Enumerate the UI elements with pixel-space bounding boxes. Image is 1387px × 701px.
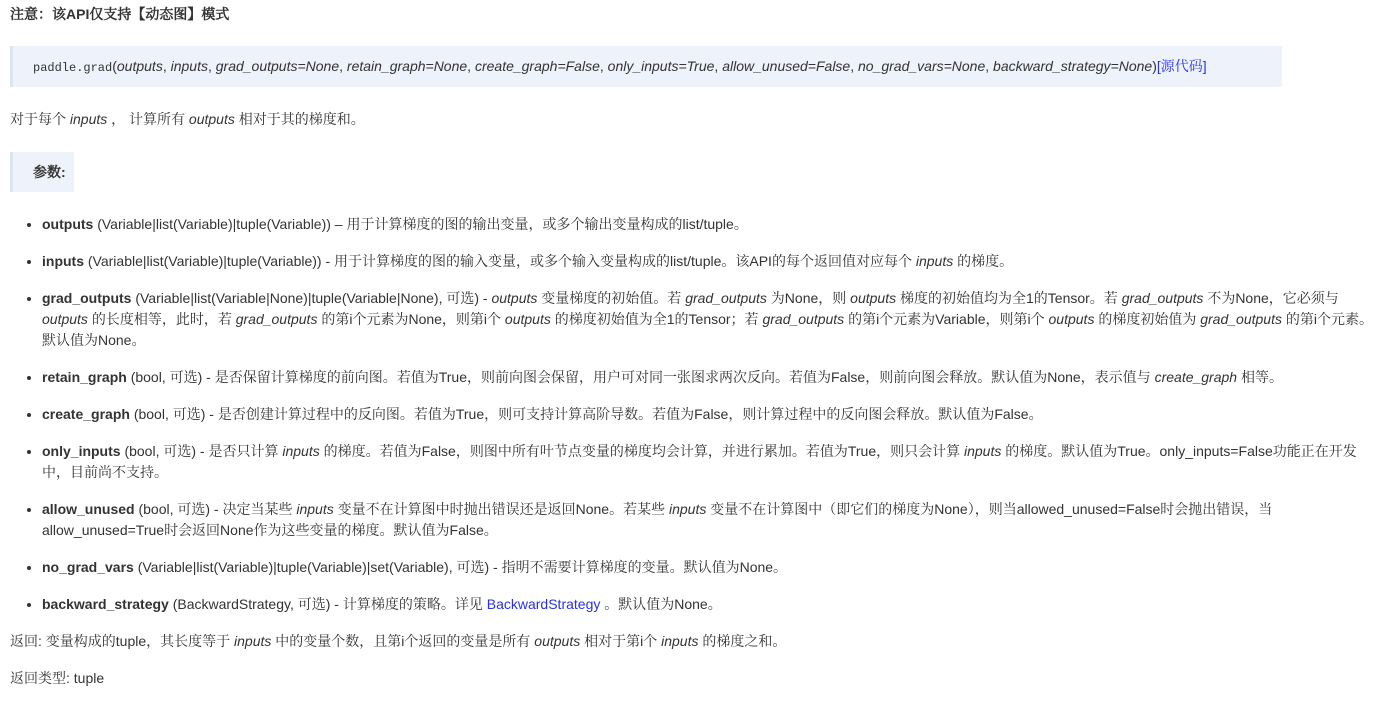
italic-term: outputs: [42, 311, 88, 327]
signature-param: retain_graph=None: [346, 58, 468, 74]
text-segment: (bool, 可选) - 是否保留计算梯度的前向图。若值为True，则前向图会保留，用户可对同一张图求两次反向。若值为False，则前向图会释放。默认值为None，表示值与: [126, 369, 1155, 385]
italic-term: grad_outputs: [1200, 311, 1282, 327]
text-segment: (bool, 可选) - 是否只计算: [120, 443, 283, 459]
param-name: no_grad_vars: [42, 559, 134, 575]
italic-term: inputs: [661, 633, 699, 649]
text-segment: 的梯度初始值为: [1094, 311, 1201, 327]
text-segment: 的长度相等，此时，若: [87, 311, 236, 327]
text-segment: (Variable|list(Variable)|tuple(Variable)) - 用于计算梯度的图的输入变量，或多个输入变量构成的list/tuple。该API的每个返回值对应每个: [84, 253, 916, 269]
returns-description: [10, 631, 1377, 652]
return-type-value: tuple: [73, 670, 105, 686]
close-paren: ): [1152, 58, 1157, 74]
signature-params: [117, 58, 1152, 74]
param-name: grad_outputs: [42, 290, 132, 306]
param-separator: ,: [850, 58, 858, 74]
text-segment: 的梯度初始值为全1的Tensor；若: [550, 311, 763, 327]
text-segment: 梯度的初始值均为全1的Tensor。若: [896, 290, 1122, 306]
text-segment: 变量梯度的初始值。若: [537, 290, 686, 306]
italic-term: inputs: [282, 443, 320, 459]
param-separator: ,: [207, 58, 216, 74]
italic-term: outputs: [850, 290, 897, 306]
text-segment: 相对于其的梯度和。: [234, 111, 365, 127]
italic-term: inputs: [964, 443, 1002, 459]
italic-term: outputs: [534, 633, 581, 649]
param-item-no-grad-vars: [42, 557, 1377, 578]
param-item-allow-unused: [42, 499, 1377, 541]
text-segment: 的梯度。默认值为True。only_inputs=False功能正在开发中，目前尚不支持。: [42, 443, 1357, 480]
text-segment: 的梯度之和。: [698, 633, 787, 649]
signature-param: inputs: [170, 58, 208, 74]
italic-term: grad_outputs: [235, 311, 318, 327]
parameters-heading: 参数:: [10, 152, 74, 192]
italic-term: grad_outputs: [762, 311, 845, 327]
text-segment: (BackwardStrategy, 可选) - 计算梯度的策略。详见: [168, 596, 487, 612]
italic-term: create_graph: [1154, 369, 1238, 385]
text-segment: 。默认值为None。: [600, 596, 722, 612]
text-segment: (Variable|list(Variable)|tuple(Variable)|set(Variable), 可选) - 指明不需要计算梯度的变量。默认值为None。: [133, 559, 788, 575]
italic-term: outputs: [1048, 311, 1095, 327]
parameters-list: [10, 214, 1377, 615]
returns-text: [46, 633, 787, 649]
function-name: paddle.grad: [33, 61, 113, 75]
text-segment: 的第i个元素为None，则第i个: [317, 311, 505, 327]
italic-term: inputs: [915, 253, 954, 269]
param-item-retain-graph: [42, 367, 1377, 388]
text-segment: 的梯度。若值为False，则图中所有叶节点变量的梯度均会计算，并进行累加。若值为True，则只会计算: [319, 443, 964, 459]
signature-param: create_graph=False: [474, 58, 600, 74]
param-name: backward_strategy: [42, 596, 169, 612]
open-paren: (: [112, 58, 117, 74]
italic-term: grad_outputs: [1121, 290, 1204, 306]
param-name: inputs: [42, 253, 84, 269]
param-item-backward-strategy: [42, 594, 1377, 615]
param-separator: ,: [467, 58, 475, 74]
param-separator: ,: [714, 58, 723, 74]
param-name: retain_graph: [42, 369, 127, 385]
text-segment: 的第i个元素为Variable，则第i个: [844, 311, 1049, 327]
param-item-only-inputs: [42, 441, 1377, 483]
text-segment: 变量不在计算图中（即它们的梯度为None），则当allowed_unused=False时会抛出错误，当allow_unused=True时会返回None作为这些变量的梯度。默认值为False。: [42, 501, 1273, 538]
api-signature: [10, 46, 1282, 87]
text-segment: 对于每个: [10, 111, 70, 127]
param-separator: ,: [162, 58, 171, 74]
param-item-create-graph: [42, 404, 1377, 425]
param-item-outputs: [42, 214, 1377, 235]
param-item-grad-outputs: [42, 288, 1377, 351]
param-name: allow_unused: [42, 501, 135, 517]
returns-label: 返回:: [10, 633, 42, 649]
text-segment: (Variable|list(Variable|None)|tuple(Variable|None), 可选) -: [131, 290, 492, 306]
italic-term: outputs: [188, 111, 235, 127]
text-segment: ， 计算所有: [107, 111, 189, 127]
api-summary: [10, 109, 1377, 130]
api-mode-notice: 注意：该API仅支持【动态图】模式: [10, 6, 230, 22]
param-separator: ,: [985, 58, 994, 74]
italic-term: inputs: [234, 633, 272, 649]
signature-param: only_inputs=True: [607, 58, 715, 74]
text-segment: (Variable|list(Variable)|tuple(Variable)) – 用于计算梯度的图的输出变量，或多个输出变量构成的list/tuple。: [93, 216, 748, 232]
italic-term: grad_outputs: [685, 290, 767, 306]
source-code-link[interactable]: [源代码]: [1156, 58, 1207, 74]
signature-param: grad_outputs=None: [215, 58, 340, 74]
return-type-label: 返回类型:: [10, 670, 70, 686]
italic-term: inputs: [668, 501, 707, 517]
text-segment: 相等。: [1237, 369, 1283, 385]
signature-param: backward_strategy=None: [993, 58, 1153, 74]
signature-param: no_grad_vars=None: [858, 58, 986, 74]
text-segment: 的梯度。: [953, 253, 1014, 269]
param-item-inputs: [42, 251, 1377, 272]
text-segment: 变量构成的tuple，其长度等于: [45, 633, 235, 649]
param-name: create_graph: [42, 406, 130, 422]
signature-param: allow_unused=False: [722, 58, 851, 74]
italic-term: outputs: [491, 290, 538, 306]
italic-term: inputs: [296, 501, 334, 517]
text-segment: (bool, 可选) - 决定当某些: [134, 501, 297, 517]
text-segment: 变量不在计算图中时抛出错误还是返回None。若某些: [333, 501, 669, 517]
signature-param: outputs: [116, 58, 163, 74]
param-separator: ,: [599, 58, 608, 74]
return-type: [10, 668, 1377, 689]
text-segment: 中的变量个数，且第i个返回的变量是所有: [271, 633, 535, 649]
italic-term: outputs: [504, 311, 551, 327]
italic-term: inputs: [69, 111, 108, 127]
text-segment: (bool, 可选) - 是否创建计算过程中的反向图。若值为True，则可支持计算高阶导数。若值为False，则计算过程中的反向图会释放。默认值为False。: [129, 406, 1043, 422]
text-segment: 为None，则: [766, 290, 851, 306]
param-name: outputs: [42, 216, 94, 232]
param-name: only_inputs: [42, 443, 121, 459]
text-segment: 不为None，它必须与: [1203, 290, 1339, 306]
text-segment: 相对于第i个: [580, 633, 662, 649]
param-separator: ,: [339, 58, 347, 74]
backward-strategy-link[interactable]: BackwardStrategy: [486, 596, 601, 612]
text-segment: 的第i个元素。默认值为None。: [42, 311, 1373, 348]
